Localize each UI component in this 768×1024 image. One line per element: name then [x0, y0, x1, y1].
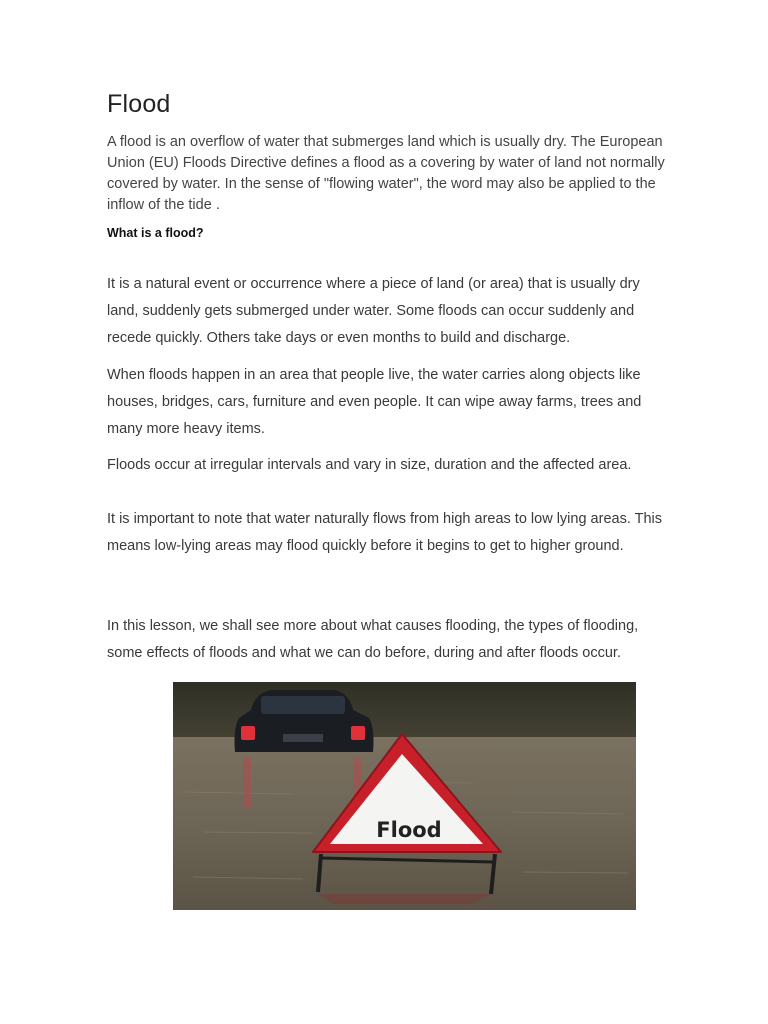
- intro-paragraph: A flood is an overflow of water that submerges land which is usually dry. The European Union (EU) Floods Directive defines a flood as a covering by water of land not normally covered by water. In the sense of "flowing water", the word may also be applied to the inflow of the tide .: [107, 134, 665, 213]
- body-paragraph-3: Floods occur at irregular intervals and vary in size, duration and the affected area.: [107, 457, 632, 473]
- body-paragraph-5: In this lesson, we shall see more about what causes flooding, the types of flooding, some effects of floods and what we can do before, during and after floods occur.: [107, 618, 639, 661]
- right-tail-light: [351, 726, 365, 740]
- left-tail-light: [241, 726, 255, 740]
- body-paragraph-1: It is a natural event or occurrence where a piece of land (or area) that is usually dry land, suddenly gets submerged under water. Some floods can occur suddenly and recede quickly. Others take days or even months to build and discharge.: [107, 276, 640, 346]
- flood-scene-illustration: [173, 682, 636, 910]
- page-title: Flood: [107, 90, 171, 118]
- section-heading: What is a flood?: [107, 226, 204, 240]
- sign-reflection: [318, 894, 491, 904]
- body-paragraph-2: When floods happen in an area that people live, the water carries along objects like houses, bridges, cars, furniture and even people. It can wipe away farms, trees and many more heavy items.: [107, 367, 642, 437]
- sign-label: Flood: [376, 818, 442, 842]
- body-paragraph-4: It is important to note that water naturally flows from high areas to low lying areas. This means low-lying areas may flood quickly before it begins to get to higher ground.: [107, 511, 663, 554]
- flood-photo: [173, 682, 636, 910]
